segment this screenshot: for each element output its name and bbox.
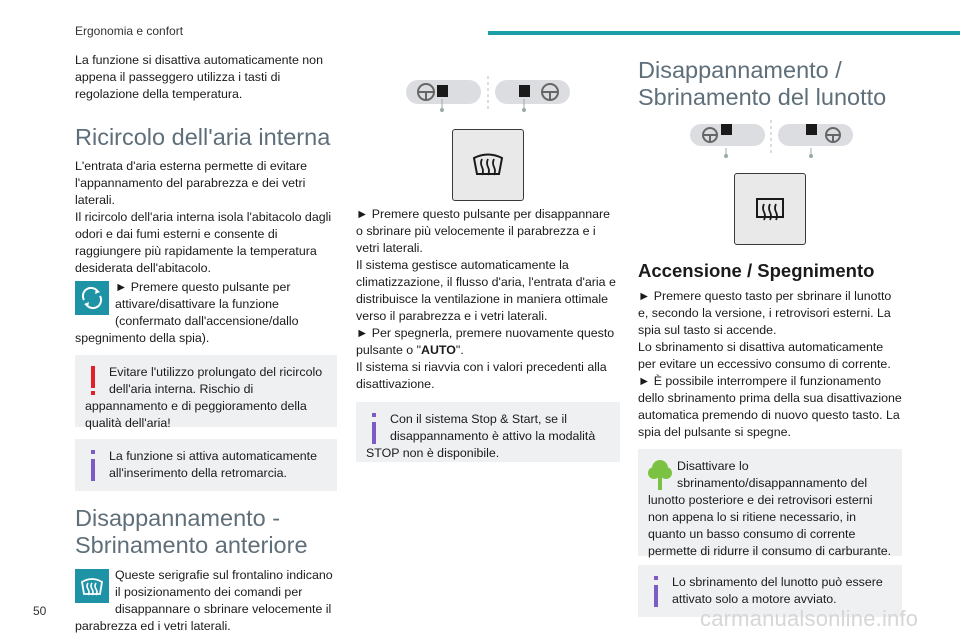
warning-icon bbox=[85, 364, 105, 398]
section-title-ricircolo: Ricircolo dell'aria interna bbox=[75, 124, 331, 150]
subtitle-accensione: Accensione / Spegnimento bbox=[638, 260, 875, 281]
front-defrost-icon bbox=[75, 569, 109, 603]
col2-text bbox=[356, 206, 620, 462]
anteriore-block bbox=[75, 567, 337, 635]
info-box-stopstart bbox=[356, 402, 620, 462]
front-defrost-para1: Il sistema gestisce automaticamente la climatizzazione, il flusso d'aria, l'entrata d'aria e distribuisce la ventilazione in maniera ottimale verso il parabrezza e i vetri laterali. bbox=[356, 258, 616, 323]
steering-wheel-right-icon bbox=[495, 80, 570, 112]
column-2 bbox=[356, 52, 620, 460]
running-header: Ergonomia e confort bbox=[75, 24, 184, 38]
column-3 bbox=[638, 57, 902, 111]
anteriore-text: Queste serigrafie sul frontalino indicano il posizionamento dei comandi per disappannare o sbrinare velocemente il parabrezza ed i vetri laterali. bbox=[75, 568, 333, 633]
rear-defrost-action2: ► È possibile interrompere il funzionamento dello sbrinamento prima della sua disattivazione automatica premendo di nuovo questo tasto. La spia del pulsante si spegne. bbox=[638, 374, 902, 439]
action2-pre: ► Per spegnerla, premere nuovamente questo pulsante o " bbox=[356, 326, 615, 357]
section-title-lunotto bbox=[638, 57, 902, 111]
section-title-anteriore bbox=[75, 505, 337, 559]
eco-text: Disattivare lo sbrinamento/disappannamento del lunotto posteriore e dei retrovisori esterni non appena lo si ritiene necessario, in quanto un basso consumo di corrente permette di ridurre il consumo di carburante. bbox=[648, 459, 892, 558]
info-icon bbox=[648, 574, 668, 608]
section-title-lunotto-line2: Sbrinamento del lunotto bbox=[638, 84, 887, 110]
front-defrost-para2: Il sistema si riavvia con i valori precedenti alla disattivazione. bbox=[356, 360, 607, 391]
page-number: 50 bbox=[33, 604, 47, 618]
steering-wheel-right-icon bbox=[778, 124, 853, 158]
column-3-body bbox=[638, 260, 902, 617]
steering-position-illustration bbox=[356, 52, 620, 118]
rear-steering-illustration bbox=[638, 112, 902, 162]
watermark: carmanualsonline.info bbox=[700, 606, 919, 631]
column-1 bbox=[75, 52, 337, 635]
ricircolo-para2: Il ricircolo dell'aria interna isola l'abitacolo dagli odori e dai fumi esterni e consente di raggiungere più rapidamente la temperatura desiderata dell'abitacolo. bbox=[75, 210, 332, 275]
ricircolo-action-text: ► Premere questo pulsante per attivare/disattivare la funzione (confermato dall'accensione/dallo spegnimento della spia). bbox=[75, 280, 299, 345]
rear-defrost-button-illustration bbox=[734, 173, 806, 245]
section-title-lunotto-line1: Disappannamento / bbox=[638, 57, 842, 83]
info-text-stopstart: Con il sistema Stop & Start, se il disappannamento è attivo la modalità STOP non è disponibile. bbox=[366, 412, 596, 460]
recirculation-icon bbox=[75, 281, 109, 315]
eco-tree-icon bbox=[648, 458, 672, 492]
section-title-anteriore-line1: Disappannamento - bbox=[75, 505, 281, 531]
intro-text: La funzione si disattiva automaticamente non appena il passeggero utilizza i tasti di regolazione della temperatura. bbox=[75, 53, 323, 101]
info-icon bbox=[85, 448, 105, 482]
info-box-retromarcia bbox=[75, 439, 337, 491]
info-text-motore: Lo sbrinamento del lunotto può essere attivato solo a motore avviato. bbox=[672, 575, 883, 606]
front-defrost-action: ► Premere questo pulsante per disappannare o sbrinare più velocemente il parabrezza e i vetri laterali. bbox=[356, 207, 611, 255]
section-title-anteriore-line2: Sbrinamento anteriore bbox=[75, 532, 308, 558]
header-accent-bar bbox=[488, 31, 960, 35]
warning-text: Evitare l'utilizzo prolungato del ricircolo dell'aria interna. Rischio di appannamento e di peggioramento della qualità dell'aria! bbox=[85, 365, 323, 430]
rear-defrost-action1: ► Premere questo tasto per sbrinare il lunotto e, secondo la versione, i retrovisori esterni. La spia sul tasto si accende. bbox=[638, 289, 892, 337]
ricircolo-action bbox=[75, 279, 337, 347]
front-defrost-icon bbox=[453, 130, 523, 200]
steering-wheel-left-icon bbox=[406, 80, 481, 112]
steering-wheel-left-icon bbox=[690, 124, 765, 158]
eco-box bbox=[638, 449, 902, 556]
info-text-retromarcia: La funzione si attiva automaticamente all'inserimento della retromarcia. bbox=[109, 449, 318, 480]
warning-box bbox=[75, 355, 337, 430]
info-icon bbox=[366, 411, 386, 445]
auto-label: AUTO bbox=[421, 343, 456, 357]
front-defrost-action2 bbox=[356, 325, 620, 359]
rear-defrost-para1: Lo sbrinamento si disattiva automaticamente per evitare un eccessivo consumo di corrente. bbox=[638, 340, 891, 371]
rear-defrost-icon bbox=[735, 174, 805, 244]
action2-post: ". bbox=[455, 343, 464, 357]
front-defrost-button-illustration bbox=[452, 129, 524, 201]
ricircolo-para1: L'entrata d'aria esterna permette di evitare l'appannamento del parabrezza e dei vetri laterali. bbox=[75, 159, 308, 207]
